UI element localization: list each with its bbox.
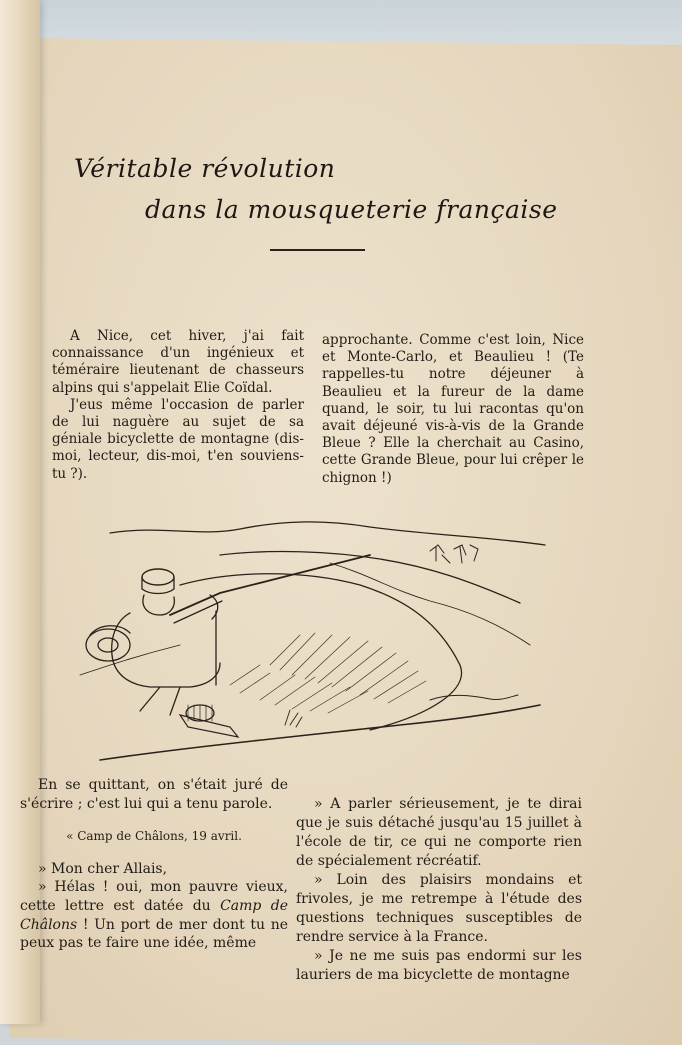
text-column-4 [296,795,582,985]
paragraph: » Loin des plaisirs mondains et frivoles, je me retrempe à l'étude des questions techniques susceptibles de rendre service à la France. [296,872,582,945]
paragraph: » A parler sérieusement, je te dirai que je suis détaché jusqu'au 15 juillet à l'école de tir, ce qui ne comporte rien de spécialement récréatif. [296,796,582,869]
paragraph: En se quittant, on s'était juré de s'écrire ; c'est lui qui a tenu parole. [20,777,288,812]
paragraph: approchante. Comme c'est loin, Nice et Monte-Carlo, et Beaulieu ! (Te rappelles-tu notre déjeuner à Beaulieu et la fureur de la dame quand, le soir, tu lui racontas qu'on avait déjeuné vis-à-vis de la Grande Bleue ? Elle la cherchait au Casino, cette Grande Bleue, pour lui crêper le chignon !) [322,332,584,486]
title-divider [270,249,365,251]
illustration-soldier-with-rifle [70,515,555,765]
paragraph [20,878,288,952]
text-run: ! Un port de mer dont tu ne peux pas te faire une idée, même [20,916,288,952]
article-title-line2: dans la mousqueterie française [145,195,558,224]
paragraph: A Nice, cet hiver, j'ai fait connaissance d'un ingénieux et téméraire lieutenant de chasseurs alpins qui s'appelait Elie Coïdal. [52,328,304,396]
text-column-2 [322,332,584,487]
article-title-line1: Véritable révolution [74,154,336,183]
text-column-1 [52,328,304,483]
letter-salutation: » Mon cher Allais, [38,860,168,877]
text-run: » Hélas ! oui, mon pauvre vieux, cette lettre est datée du [20,879,288,914]
text-run-italic: Camp de Châlons [20,897,288,933]
paragraph: » Je ne me suis pas endormi sur les lauriers de ma bicyclette de montagne [296,948,582,983]
text-column-3 [20,776,288,953]
letter-dateline: « Camp de Châlons, 19 avril. [66,829,242,844]
paragraph: J'eus même l'occasion de parler de lui naguère au sujet de sa géniale bicyclette de montagne (dis-moi, lecteur, dis-moi, t'en souviens-tu ?). [52,396,304,482]
